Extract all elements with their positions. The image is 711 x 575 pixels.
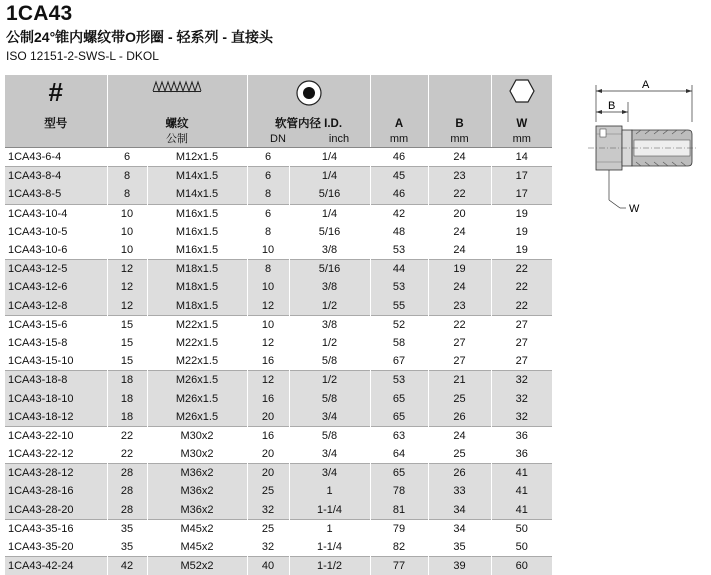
cell-size: 12 <box>107 260 147 279</box>
table-row <box>5 501 552 520</box>
cell-size: 18 <box>107 389 147 407</box>
cell-dn: 16 <box>247 389 289 407</box>
fitting-diagram <box>576 76 706 216</box>
cell-b: 34 <box>428 501 491 520</box>
cell-part-number: 1CA43-18-8 <box>5 371 107 390</box>
cell-a: 42 <box>370 204 428 223</box>
cell-part-number: 1CA43-18-10 <box>5 389 107 407</box>
cell-thread: M16x1.5 <box>147 241 247 260</box>
cell-w: 27 <box>491 334 552 352</box>
cell-b: 24 <box>428 223 491 241</box>
cell-a: 81 <box>370 501 428 520</box>
cell-a: 48 <box>370 223 428 241</box>
cell-dn: 10 <box>247 315 289 334</box>
cell-dn: 8 <box>247 223 289 241</box>
cell-b: 25 <box>428 445 491 464</box>
cell-a: 46 <box>370 185 428 204</box>
cell-size: 15 <box>107 334 147 352</box>
cell-w: 32 <box>491 389 552 407</box>
cell-a: 52 <box>370 315 428 334</box>
cell-part-number: 1CA43-28-12 <box>5 464 107 483</box>
cell-thread: M26x1.5 <box>147 371 247 390</box>
cell-a: 63 <box>370 426 428 445</box>
hash-icon: # <box>5 79 107 105</box>
cell-w: 50 <box>491 538 552 557</box>
cell-dn: 6 <box>247 204 289 223</box>
cell-thread: M14x1.5 <box>147 167 247 186</box>
cell-inch: 1-1/2 <box>289 557 370 575</box>
spec-table <box>5 75 552 575</box>
table-row <box>5 371 552 390</box>
cell-dn: 10 <box>247 241 289 260</box>
spec-table-body <box>5 148 552 575</box>
cell-size: 15 <box>107 352 147 371</box>
cell-b: 24 <box>428 278 491 296</box>
cell-size: 8 <box>107 167 147 186</box>
cell-part-number: 1CA43-10-5 <box>5 223 107 241</box>
cell-size: 28 <box>107 482 147 500</box>
table-row <box>5 464 552 483</box>
cell-size: 10 <box>107 204 147 223</box>
cell-thread: M30x2 <box>147 445 247 464</box>
cell-a: 45 <box>370 167 428 186</box>
cell-thread: M45x2 <box>147 538 247 557</box>
cell-dn: 6 <box>247 167 289 186</box>
cell-part-number: 1CA43-15-8 <box>5 334 107 352</box>
cell-size: 28 <box>107 501 147 520</box>
cell-b: 24 <box>428 426 491 445</box>
cell-w: 27 <box>491 315 552 334</box>
cell-thread: M16x1.5 <box>147 204 247 223</box>
table-row <box>5 241 552 260</box>
cell-part-number: 1CA43-12-8 <box>5 297 107 316</box>
cell-w: 17 <box>491 167 552 186</box>
cell-size: 10 <box>107 241 147 260</box>
cell-dn: 8 <box>247 185 289 204</box>
cell-a: 65 <box>370 464 428 483</box>
cell-inch: 3/4 <box>289 464 370 483</box>
table-header-row <box>5 75 552 148</box>
cell-size: 8 <box>107 185 147 204</box>
cell-a: 53 <box>370 278 428 296</box>
header-hose-id <box>247 75 370 148</box>
cell-b: 26 <box>428 464 491 483</box>
cell-a: 53 <box>370 371 428 390</box>
cell-b: 27 <box>428 334 491 352</box>
dimension-a-label: A <box>642 79 650 91</box>
table-row <box>5 334 552 352</box>
cell-w: 17 <box>491 185 552 204</box>
cell-part-number: 1CA43-12-6 <box>5 278 107 296</box>
cell-thread: M18x1.5 <box>147 260 247 279</box>
table-row <box>5 185 552 204</box>
cell-size: 35 <box>107 519 147 538</box>
cell-dn: 40 <box>247 557 289 575</box>
header-hose-inch: inch <box>309 132 370 147</box>
cell-size: 15 <box>107 315 147 334</box>
cell-a: 67 <box>370 352 428 371</box>
header-b <box>428 75 491 148</box>
cell-w: 22 <box>491 297 552 316</box>
cell-inch: 1/2 <box>289 334 370 352</box>
cell-dn: 12 <box>247 334 289 352</box>
cell-w: 27 <box>491 352 552 371</box>
cell-dn: 20 <box>247 445 289 464</box>
cell-part-number: 1CA43-15-6 <box>5 315 107 334</box>
header-b-unit: mm <box>429 132 491 147</box>
cell-thread: M16x1.5 <box>147 223 247 241</box>
cell-part-number: 1CA43-18-12 <box>5 408 107 427</box>
table-row <box>5 352 552 371</box>
cell-inch: 3/4 <box>289 445 370 464</box>
cell-dn: 8 <box>247 260 289 279</box>
hose-bore-icon <box>248 79 370 110</box>
cell-part-number: 1CA43-42-24 <box>5 557 107 575</box>
hex-nut-icon <box>492 79 553 106</box>
header-a-unit: mm <box>371 132 428 147</box>
cell-inch: 5/8 <box>289 426 370 445</box>
cell-b: 24 <box>428 148 491 167</box>
cell-b: 25 <box>428 389 491 407</box>
cell-inch: 1/4 <box>289 148 370 167</box>
cell-size: 42 <box>107 557 147 575</box>
cell-b: 23 <box>428 167 491 186</box>
table-row <box>5 167 552 186</box>
cell-dn: 6 <box>247 148 289 167</box>
cell-inch: 1/2 <box>289 371 370 390</box>
cell-size: 12 <box>107 297 147 316</box>
header-thread-sub: 公制 <box>108 132 247 147</box>
table-row <box>5 297 552 316</box>
thread-icon <box>108 79 247 96</box>
cell-inch: 1-1/4 <box>289 501 370 520</box>
cell-inch: 3/4 <box>289 408 370 427</box>
table-row <box>5 315 552 334</box>
cell-size: 35 <box>107 538 147 557</box>
header-hose-dn: DN <box>248 132 309 147</box>
header-w <box>491 75 552 148</box>
cell-a: 55 <box>370 297 428 316</box>
cell-part-number: 1CA43-28-20 <box>5 501 107 520</box>
cell-w: 19 <box>491 241 552 260</box>
cell-b: 35 <box>428 538 491 557</box>
cell-w: 41 <box>491 501 552 520</box>
cell-part-number: 1CA43-35-20 <box>5 538 107 557</box>
cell-a: 77 <box>370 557 428 575</box>
header-a <box>370 75 428 148</box>
cell-part-number: 1CA43-28-16 <box>5 482 107 500</box>
cell-inch: 5/8 <box>289 352 370 371</box>
cell-dn: 20 <box>247 408 289 427</box>
cell-w: 60 <box>491 557 552 575</box>
fitting-drawing <box>588 126 698 170</box>
cell-a: 58 <box>370 334 428 352</box>
header-thread-label: 螺纹 <box>108 117 247 132</box>
page-title: 1CA43 <box>6 2 72 26</box>
cell-part-number: 1CA43-15-10 <box>5 352 107 371</box>
table-row <box>5 557 552 575</box>
cell-size: 18 <box>107 371 147 390</box>
cell-a: 79 <box>370 519 428 538</box>
cell-part-number: 1CA43-22-12 <box>5 445 107 464</box>
cell-b: 27 <box>428 352 491 371</box>
cell-part-number: 1CA43-10-4 <box>5 204 107 223</box>
cell-dn: 25 <box>247 482 289 500</box>
cell-a: 64 <box>370 445 428 464</box>
cell-part-number: 1CA43-35-16 <box>5 519 107 538</box>
table-row <box>5 445 552 464</box>
header-a-label: A <box>371 117 428 132</box>
cell-a: 65 <box>370 408 428 427</box>
cell-thread: M22x1.5 <box>147 352 247 371</box>
cell-size: 22 <box>107 445 147 464</box>
table-row <box>5 223 552 241</box>
cell-part-number: 1CA43-10-6 <box>5 241 107 260</box>
cell-size: 10 <box>107 223 147 241</box>
cell-inch: 3/8 <box>289 315 370 334</box>
cell-inch: 1-1/4 <box>289 538 370 557</box>
cell-b: 23 <box>428 297 491 316</box>
cell-a: 46 <box>370 148 428 167</box>
header-thread <box>107 75 247 148</box>
cell-thread: M14x1.5 <box>147 185 247 204</box>
cell-b: 39 <box>428 557 491 575</box>
cell-w: 19 <box>491 204 552 223</box>
cell-dn: 16 <box>247 352 289 371</box>
cell-b: 26 <box>428 408 491 427</box>
cell-dn: 20 <box>247 464 289 483</box>
cell-inch: 5/16 <box>289 223 370 241</box>
cell-b: 21 <box>428 371 491 390</box>
cell-w: 19 <box>491 223 552 241</box>
cell-b: 20 <box>428 204 491 223</box>
cell-part-number: 1CA43-22-10 <box>5 426 107 445</box>
table-row <box>5 538 552 557</box>
cell-size: 28 <box>107 464 147 483</box>
cell-b: 22 <box>428 185 491 204</box>
cell-thread: M18x1.5 <box>147 297 247 316</box>
header-w-unit: mm <box>492 132 553 147</box>
cell-thread: M26x1.5 <box>147 408 247 427</box>
cell-size: 22 <box>107 426 147 445</box>
cell-inch: 3/8 <box>289 278 370 296</box>
cell-thread: M26x1.5 <box>147 389 247 407</box>
cell-thread: M36x2 <box>147 464 247 483</box>
cell-w: 36 <box>491 445 552 464</box>
cell-w: 32 <box>491 408 552 427</box>
cell-size: 12 <box>107 278 147 296</box>
cell-inch: 1 <box>289 519 370 538</box>
header-b-label: B <box>429 117 491 132</box>
cell-part-number: 1CA43-8-4 <box>5 167 107 186</box>
table-row <box>5 260 552 279</box>
cell-size: 18 <box>107 408 147 427</box>
cell-dn: 16 <box>247 426 289 445</box>
cell-thread: M30x2 <box>147 426 247 445</box>
cell-dn: 25 <box>247 519 289 538</box>
cell-inch: 5/16 <box>289 185 370 204</box>
cell-inch: 3/8 <box>289 241 370 260</box>
cell-w: 32 <box>491 371 552 390</box>
cell-b: 22 <box>428 315 491 334</box>
cell-dn: 10 <box>247 278 289 296</box>
cell-a: 65 <box>370 389 428 407</box>
table-row <box>5 204 552 223</box>
cell-w: 41 <box>491 464 552 483</box>
cell-dn: 12 <box>247 371 289 390</box>
table-row <box>5 482 552 500</box>
cell-inch: 1/4 <box>289 167 370 186</box>
cell-b: 19 <box>428 260 491 279</box>
cell-thread: M12x1.5 <box>147 148 247 167</box>
cell-inch: 5/16 <box>289 260 370 279</box>
cell-inch: 1/4 <box>289 204 370 223</box>
cell-thread: M22x1.5 <box>147 315 247 334</box>
cell-w: 22 <box>491 260 552 279</box>
cell-thread: M22x1.5 <box>147 334 247 352</box>
header-part <box>5 75 107 148</box>
cell-thread: M36x2 <box>147 501 247 520</box>
cell-thread: M36x2 <box>147 482 247 500</box>
cell-w: 22 <box>491 278 552 296</box>
dimension-w-label: W <box>629 203 640 215</box>
cell-w: 50 <box>491 519 552 538</box>
table-row <box>5 426 552 445</box>
header-w-label: W <box>492 117 553 132</box>
cell-w: 41 <box>491 482 552 500</box>
page-subtitle: 公制24°锥内螺纹带O形圈 - 轻系列 - 直接头 <box>6 27 273 47</box>
cell-inch: 1 <box>289 482 370 500</box>
header-hose-label: 软管内径 I.D. <box>248 117 370 132</box>
table-row <box>5 278 552 296</box>
table-row <box>5 389 552 407</box>
table-row <box>5 148 552 167</box>
cell-dn: 12 <box>247 297 289 316</box>
cell-b: 34 <box>428 519 491 538</box>
cell-dn: 32 <box>247 538 289 557</box>
dimension-b-label: B <box>608 100 615 112</box>
cell-a: 78 <box>370 482 428 500</box>
cell-w: 36 <box>491 426 552 445</box>
cell-dn: 32 <box>247 501 289 520</box>
cell-part-number: 1CA43-8-5 <box>5 185 107 204</box>
cell-a: 82 <box>370 538 428 557</box>
cell-size: 6 <box>107 148 147 167</box>
cell-a: 44 <box>370 260 428 279</box>
cell-w: 14 <box>491 148 552 167</box>
cell-a: 53 <box>370 241 428 260</box>
cell-part-number: 1CA43-12-5 <box>5 260 107 279</box>
cell-thread: M45x2 <box>147 519 247 538</box>
cell-inch: 1/2 <box>289 297 370 316</box>
cell-thread: M52x2 <box>147 557 247 575</box>
cell-thread: M18x1.5 <box>147 278 247 296</box>
cell-b: 33 <box>428 482 491 500</box>
cell-part-number: 1CA43-6-4 <box>5 148 107 167</box>
header-part-label: 型号 <box>5 117 107 132</box>
standard-reference: ISO 12151-2-SWS-L - DKOL <box>6 49 159 63</box>
cell-inch: 5/8 <box>289 389 370 407</box>
cell-b: 24 <box>428 241 491 260</box>
table-row <box>5 408 552 427</box>
table-row <box>5 519 552 538</box>
